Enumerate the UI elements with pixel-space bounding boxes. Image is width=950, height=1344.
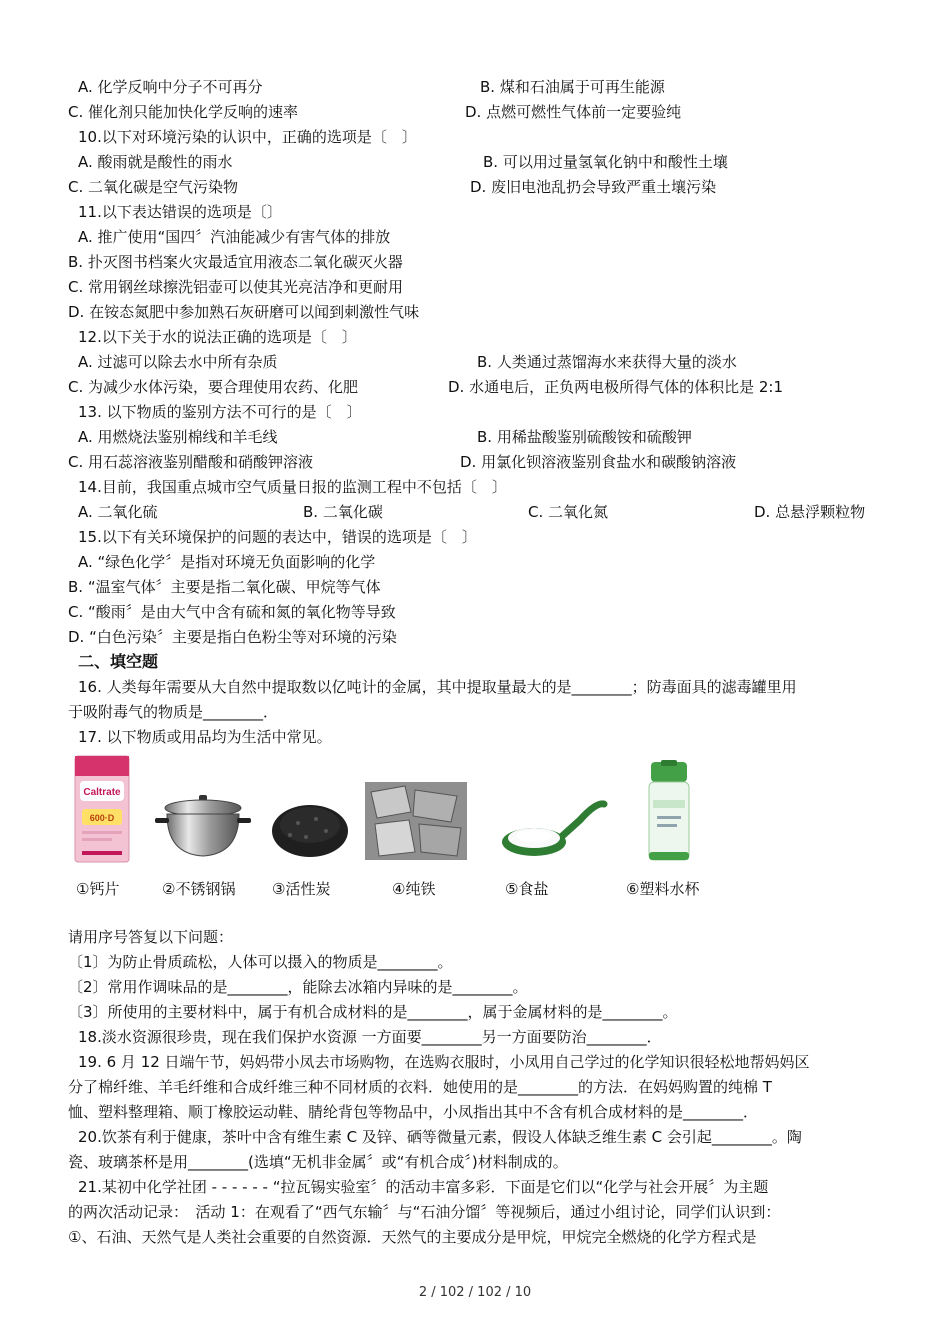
q10-option-a: A. 酸雨就是酸性的雨水 xyxy=(78,153,233,171)
q17-sub-2: 〔2〕常用作调味品的是________，能除去冰箱内异味的是________。 xyxy=(68,978,528,996)
q18-line: 18.淡水资源很珍贵，现在我们保护水资源 一方面要________另一方面要防治________． xyxy=(78,1028,662,1046)
q20-line-2: 瓷、玻璃茶杯是用________(选填“无机非金属〞或“有机合成〞)材料制成的。 xyxy=(68,1153,568,1171)
q11-option-c: C. 常用钢丝球擦洗铝壶可以使其光亮洁净和更耐用 xyxy=(68,278,404,296)
q10-stem: 10.以下对环境污染的认识中，正确的选项是〔 〕 xyxy=(78,128,417,146)
q14-option-d: D. 总悬浮颗粒物 xyxy=(754,503,866,521)
q15-stem: 15.以下有关环境保护的问题的表达中，错误的选项是〔 〕 xyxy=(78,528,477,546)
table-salt-image xyxy=(500,800,610,860)
calcium-tablet-box-image xyxy=(74,755,130,863)
q15-option-c: C. “酸雨〞是由大气中含有硫和氮的氧化物等导致 xyxy=(68,603,396,621)
q11-option-a: A. 推广使用“国四〞汽油能减少有害气体的排放 xyxy=(78,228,391,246)
q15-option-a: A. “绿色化学〞是指对环境无负面影响的化学 xyxy=(78,553,376,571)
q17-sub-3: 〔3〕所使用的主要材料中，属于有机合成材料的是________，属于金属材料的是________。 xyxy=(68,1003,678,1021)
q17-stem: 17. 以下物质或用品均为生活中常见。 xyxy=(78,728,332,746)
q21-line-2: 的两次活动记录： 活动 1：在观看了“西气东输〞与“石油分馏〞等视频后，通过小组讨论，同学们认识到： xyxy=(68,1203,781,1221)
caption-activated-carbon: ③活性炭 xyxy=(272,880,331,898)
q21-line-3: ①、石油、天然气是人类社会重要的自然资源．天然气的主要成分是甲烷，甲烷完全燃烧的化学方程式是 xyxy=(68,1228,757,1246)
q10-option-d: D. 废旧电池乱扔会导致严重土壤污染 xyxy=(470,178,717,196)
q12-option-a: A. 过滤可以除去水中所有杂质 xyxy=(78,353,278,371)
page-number-footer: 2 / 102 / 102 / 10 xyxy=(418,1285,532,1300)
q10-option-c: C. 二氧化碳是空气污染物 xyxy=(68,178,239,196)
q14-option-b: B. 二氧化碳 xyxy=(303,503,383,521)
q14-stem: 14.目前，我国重点城市空气质量日报的监测工程中不包括〔 〕 xyxy=(78,478,507,496)
q14-option-c: C. 二氧化氮 xyxy=(528,503,609,521)
q13-option-c: C. 用石蕊溶液鉴别醋酸和硝酸钾溶液 xyxy=(68,453,314,471)
q16-line-2: 于吸附毒气的物质是________． xyxy=(68,703,279,721)
section-heading-fill-in: 二、填空题 xyxy=(78,652,159,671)
q9-option-b: B. 煤和石油属于可再生能源 xyxy=(480,78,665,96)
q16-line-1: 16. 人类每年需要从大自然中提取数以亿吨计的金属，其中提取量最大的是________；防毒面具的滤毒罐里用 xyxy=(78,678,797,696)
q15-option-b: B. “温室气体〞主要是指二氧化碳、甲烷等气体 xyxy=(68,578,381,596)
activated-carbon-image xyxy=(270,795,350,859)
caption-plastic-cup: ⑥塑料水杯 xyxy=(626,880,700,898)
q12-option-c: C. 为减少水体污染，要合理使用农药、化肥 xyxy=(68,378,359,396)
q14-option-a: A. 二氧化硫 xyxy=(78,503,158,521)
caption-table-salt: ⑤食盐 xyxy=(505,880,549,898)
q13-stem: 13. 以下物质的鉴别方法不可行的是〔 〕 xyxy=(78,403,362,421)
calcium-dose-text: 600·D xyxy=(89,813,115,823)
q10-option-b: B. 可以用过量氢氧化钠中和酸性土壤 xyxy=(483,153,728,171)
q19-line-3: 恤、塑料整理箱、顺丁橡胶运动鞋、腈纶背包等物品中，小凤指出其中不含有机合成材料的是________． xyxy=(68,1103,759,1121)
q13-option-d: D. 用氯化钡溶液鉴别食盐水和碳酸钠溶液 xyxy=(460,453,737,471)
q19-line-1: 19. 6 月 12 日端午节，妈妈带小凤去市场购物，在选购衣服时，小凤用自己学过的化学知识很轻松地帮妈妈区 xyxy=(78,1053,810,1071)
q17-prompt: 请用序号答复以下问题： xyxy=(68,928,234,946)
q13-option-b: B. 用稀盐酸鉴别硫酸铵和硫酸钾 xyxy=(477,428,692,446)
q12-option-d: D. 水通电后，正负两电极所得气体的体积比是 2:1 xyxy=(448,378,783,396)
q19-line-2: 分了棉纤维、羊毛纤维和合成纤维三种不同材质的衣料．她使用的是________的方法．在妈妈购置的纯棉 T xyxy=(68,1078,772,1096)
q12-option-b: B. 人类通过蒸馏海水来获得大量的淡水 xyxy=(477,353,737,371)
q11-option-b: B. 扑灭图书档案火灾最适宜用液态二氧化碳灭火器 xyxy=(68,253,403,271)
plastic-cup-image xyxy=(645,760,693,862)
q17-sub-1: 〔1〕为防止骨质疏松，人体可以摄入的物质是________。 xyxy=(68,953,453,971)
q11-option-d: D. 在铵态氮肥中参加熟石灰研磨可以闻到刺激性气味 xyxy=(68,303,420,321)
caption-pure-iron: ④纯铁 xyxy=(392,880,436,898)
q9-option-d: D. 点燃可燃性气体前一定要验纯 xyxy=(465,103,682,121)
q11-stem: 11.以下表达错误的选项是〔〕 xyxy=(78,203,282,221)
calcium-brand-text: Caltrate xyxy=(83,787,121,798)
q9-option-c: C. 催化剂只能加快化学反响的速率 xyxy=(68,103,299,121)
q20-line-1: 20.饮茶有利于健康，茶叶中含有维生素 C 及锌、硒等微量元素，假设人体缺乏维生素 C 会引起________。陶 xyxy=(78,1128,802,1146)
q9-option-a: A. 化学反响中分子不可再分 xyxy=(78,78,263,96)
pure-iron-image xyxy=(365,782,467,860)
caption-calcium-tablet: ①钙片 xyxy=(76,880,120,898)
caption-stainless-pot: ②不锈钢锅 xyxy=(162,880,236,898)
q13-option-a: A. 用燃烧法鉴别棉线和羊毛线 xyxy=(78,428,278,446)
q21-line-1: 21.某初中化学社团 - - - - - - “拉瓦锡实验室〞的活动丰富多彩．下面是它们以“化学与社会开展〞为主题 xyxy=(78,1178,769,1196)
stainless-steel-pot-image xyxy=(153,792,253,860)
q12-stem: 12.以下关于水的说法正确的选项是〔 〕 xyxy=(78,328,357,346)
q15-option-d: D. “白色污染〞主要是指白色粉尘等对环境的污染 xyxy=(68,628,397,646)
